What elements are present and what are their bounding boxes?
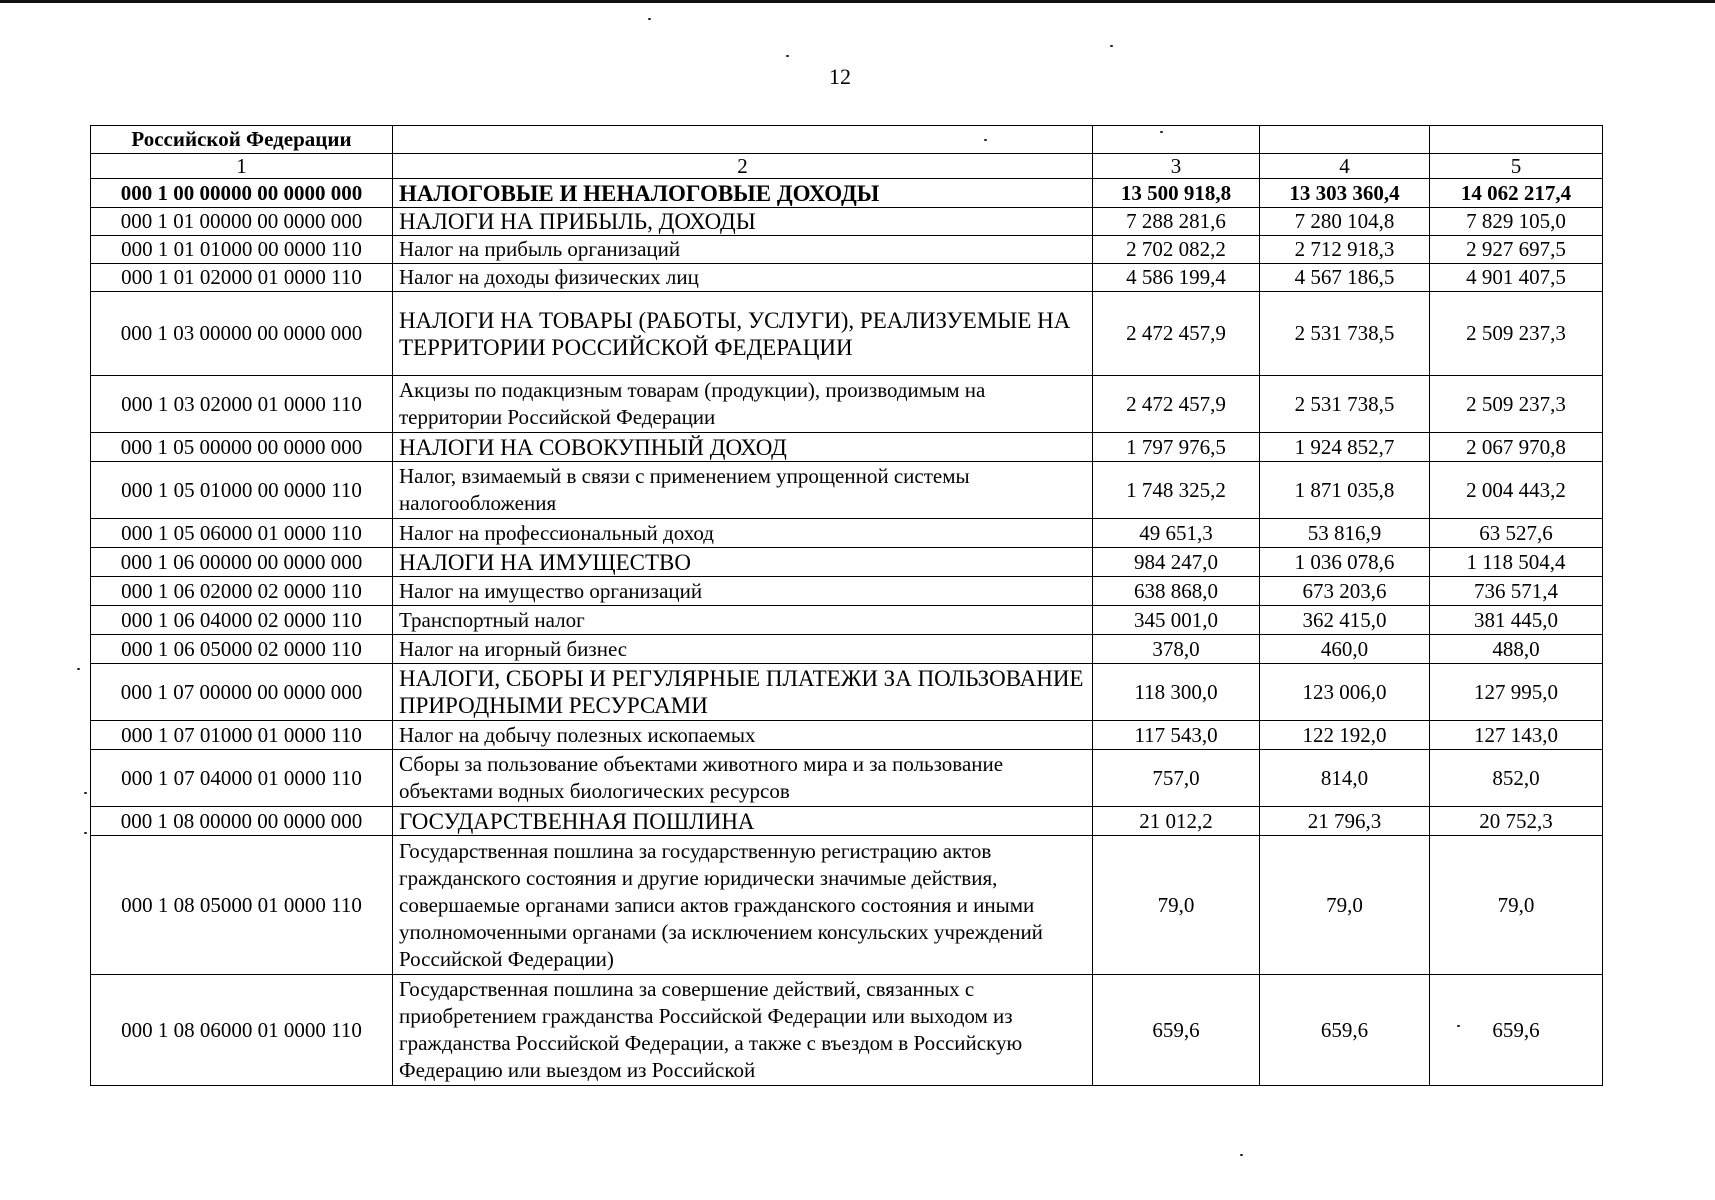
revenue-name: Государственная пошлина за государственную регистрацию актов гражданского состояния и другие юридически значимые действия, совершаемые органами записи актов гражданского состояния и иными уполномоченными органами (за исключением консульских учреждений Российской Федерации) bbox=[393, 836, 1093, 975]
table-header-caption-row bbox=[91, 126, 1603, 154]
budget-code: 000 1 08 05000 01 0000 110 bbox=[91, 836, 393, 975]
budget-code: 000 1 07 04000 01 0000 110 bbox=[91, 750, 393, 807]
value-col3: 117 543,0 bbox=[1093, 721, 1260, 750]
budget-code: 000 1 07 01000 01 0000 110 bbox=[91, 721, 393, 750]
value-col3: 378,0 bbox=[1093, 635, 1260, 664]
value-col4: 1 036 078,6 bbox=[1260, 548, 1430, 577]
revenue-name: НАЛОГИ, СБОРЫ И РЕГУЛЯРНЫЕ ПЛАТЕЖИ ЗА ПОЛЬЗОВАНИЕ ПРИРОДНЫМИ РЕСУРСАМИ bbox=[393, 664, 1093, 721]
table-row bbox=[91, 376, 1603, 433]
value-col5: 127 995,0 bbox=[1430, 664, 1603, 721]
budget-code: 000 1 01 00000 00 0000 000 bbox=[91, 208, 393, 236]
revenue-name: Государственная пошлина за совершение действий, связанных с приобретением гражданства Российской Федерации или выходом из гражданства Российской Федерации, а также с въездом в Российскую Федерацию или выездом из Российской bbox=[393, 975, 1093, 1086]
value-col3: 2 472 457,9 bbox=[1093, 292, 1260, 376]
value-col4: 1 871 035,8 bbox=[1260, 462, 1430, 519]
value-col3: 7 288 281,6 bbox=[1093, 208, 1260, 236]
value-col4: 460,0 bbox=[1260, 635, 1430, 664]
value-col3: 49 651,3 bbox=[1093, 519, 1260, 548]
budget-code: 000 1 08 00000 00 0000 000 bbox=[91, 807, 393, 836]
table-row bbox=[91, 179, 1603, 208]
table-row bbox=[91, 548, 1603, 577]
value-col5: 659,6 bbox=[1430, 975, 1603, 1086]
table-row bbox=[91, 721, 1603, 750]
column-number: 3 bbox=[1093, 154, 1260, 179]
table-row bbox=[91, 975, 1603, 1086]
header-empty-cell bbox=[1093, 126, 1260, 154]
budget-code: 000 1 05 06000 01 0000 110 bbox=[91, 519, 393, 548]
value-col4: 122 192,0 bbox=[1260, 721, 1430, 750]
value-col5: 2 509 237,3 bbox=[1430, 292, 1603, 376]
value-col4: 362 415,0 bbox=[1260, 606, 1430, 635]
table-row bbox=[91, 807, 1603, 836]
table-row bbox=[91, 635, 1603, 664]
value-col5: 1 118 504,4 bbox=[1430, 548, 1603, 577]
table-row bbox=[91, 519, 1603, 548]
budget-code: 000 1 00 00000 00 0000 000 bbox=[91, 179, 393, 208]
value-col4: 4 567 186,5 bbox=[1260, 264, 1430, 292]
value-col3: 13 500 918,8 bbox=[1093, 179, 1260, 208]
column-number: 5 bbox=[1430, 154, 1603, 179]
scan-speck bbox=[77, 668, 80, 670]
revenue-name: НАЛОГИ НА ИМУЩЕСТВО bbox=[393, 548, 1093, 577]
table-row bbox=[91, 750, 1603, 807]
value-col3: 757,0 bbox=[1093, 750, 1260, 807]
value-col5: 20 752,3 bbox=[1430, 807, 1603, 836]
column-number-row bbox=[91, 154, 1603, 179]
revenue-name: Транспортный налог bbox=[393, 606, 1093, 635]
table-row bbox=[91, 292, 1603, 376]
value-col3: 118 300,0 bbox=[1093, 664, 1260, 721]
value-col5: 2 927 697,5 bbox=[1430, 236, 1603, 264]
value-col3: 659,6 bbox=[1093, 975, 1260, 1086]
value-col4: 13 303 360,4 bbox=[1260, 179, 1430, 208]
revenue-table bbox=[90, 125, 1603, 1086]
value-col4: 2 712 918,3 bbox=[1260, 236, 1430, 264]
header-empty-cell bbox=[393, 126, 1093, 154]
revenue-name: Сборы за пользование объектами животного мира и за пользование объектами водных биологических ресурсов bbox=[393, 750, 1093, 807]
revenue-name: Налог на доходы физических лиц bbox=[393, 264, 1093, 292]
table-row bbox=[91, 606, 1603, 635]
scan-speck bbox=[84, 792, 87, 794]
table-row bbox=[91, 264, 1603, 292]
budget-code: 000 1 06 04000 02 0000 110 bbox=[91, 606, 393, 635]
revenue-name: НАЛОГИ НА СОВОКУПНЫЙ ДОХОД bbox=[393, 433, 1093, 462]
value-col4: 2 531 738,5 bbox=[1260, 292, 1430, 376]
value-col5: 79,0 bbox=[1430, 836, 1603, 975]
value-col4: 123 006,0 bbox=[1260, 664, 1430, 721]
value-col3: 2 472 457,9 bbox=[1093, 376, 1260, 433]
revenue-name: Налог на профессиональный доход bbox=[393, 519, 1093, 548]
table-row bbox=[91, 433, 1603, 462]
budget-code: 000 1 05 00000 00 0000 000 bbox=[91, 433, 393, 462]
table-row bbox=[91, 462, 1603, 519]
table-row bbox=[91, 664, 1603, 721]
budget-code: 000 1 03 02000 01 0000 110 bbox=[91, 376, 393, 433]
value-col5: 381 445,0 bbox=[1430, 606, 1603, 635]
value-col4: 53 816,9 bbox=[1260, 519, 1430, 548]
budget-code: 000 1 01 02000 01 0000 110 bbox=[91, 264, 393, 292]
table-row bbox=[91, 577, 1603, 606]
code-column-caption: Российской Федерации bbox=[91, 126, 393, 154]
value-col4: 659,6 bbox=[1260, 975, 1430, 1086]
value-col3: 1 748 325,2 bbox=[1093, 462, 1260, 519]
budget-code: 000 1 01 01000 00 0000 110 bbox=[91, 236, 393, 264]
value-col3: 1 797 976,5 bbox=[1093, 433, 1260, 462]
value-col4: 814,0 bbox=[1260, 750, 1430, 807]
scan-speck bbox=[84, 832, 87, 834]
value-col4: 79,0 bbox=[1260, 836, 1430, 975]
revenue-name: ГОСУДАРСТВЕННАЯ ПОШЛИНА bbox=[393, 807, 1093, 836]
value-col5: 2 067 970,8 bbox=[1430, 433, 1603, 462]
scan-speck bbox=[648, 18, 651, 20]
header-empty-cell bbox=[1430, 126, 1603, 154]
budget-code: 000 1 08 06000 01 0000 110 bbox=[91, 975, 393, 1086]
table-row bbox=[91, 236, 1603, 264]
value-col3: 21 012,2 bbox=[1093, 807, 1260, 836]
value-col5: 2 509 237,3 bbox=[1430, 376, 1603, 433]
budget-code: 000 1 06 05000 02 0000 110 bbox=[91, 635, 393, 664]
revenue-name: НАЛОГИ НА ПРИБЫЛЬ, ДОХОДЫ bbox=[393, 208, 1093, 236]
table-row bbox=[91, 836, 1603, 975]
revenue-name: НАЛОГОВЫЕ И НЕНАЛОГОВЫЕ ДОХОДЫ bbox=[393, 179, 1093, 208]
value-col5: 852,0 bbox=[1430, 750, 1603, 807]
value-col3: 79,0 bbox=[1093, 836, 1260, 975]
revenue-name: Акцизы по подакцизным товарам (продукции), производимым на территории Российской Федерации bbox=[393, 376, 1093, 433]
value-col4: 673 203,6 bbox=[1260, 577, 1430, 606]
value-col3: 345 001,0 bbox=[1093, 606, 1260, 635]
scan-speck bbox=[1110, 45, 1113, 47]
value-col5: 127 143,0 bbox=[1430, 721, 1603, 750]
value-col5: 736 571,4 bbox=[1430, 577, 1603, 606]
value-col3: 4 586 199,4 bbox=[1093, 264, 1260, 292]
value-col5: 2 004 443,2 bbox=[1430, 462, 1603, 519]
column-number: 2 bbox=[393, 154, 1093, 179]
value-col4: 1 924 852,7 bbox=[1260, 433, 1430, 462]
value-col4: 21 796,3 bbox=[1260, 807, 1430, 836]
budget-code: 000 1 03 00000 00 0000 000 bbox=[91, 292, 393, 376]
value-col4: 2 531 738,5 bbox=[1260, 376, 1430, 433]
budget-code: 000 1 06 02000 02 0000 110 bbox=[91, 577, 393, 606]
revenue-name: Налог на прибыль организаций bbox=[393, 236, 1093, 264]
page-number: 12 bbox=[829, 64, 851, 89]
column-number: 1 bbox=[91, 154, 393, 179]
value-col5: 4 901 407,5 bbox=[1430, 264, 1603, 292]
value-col5: 14 062 217,4 bbox=[1430, 179, 1603, 208]
revenue-name: Налог на игорный бизнес bbox=[393, 635, 1093, 664]
table-row bbox=[91, 208, 1603, 236]
budget-code: 000 1 07 00000 00 0000 000 bbox=[91, 664, 393, 721]
page-top-rule bbox=[0, 0, 1715, 3]
header-empty-cell bbox=[1260, 126, 1430, 154]
budget-code: 000 1 06 00000 00 0000 000 bbox=[91, 548, 393, 577]
value-col3: 2 702 082,2 bbox=[1093, 236, 1260, 264]
column-number: 4 bbox=[1260, 154, 1430, 179]
value-col4: 7 280 104,8 bbox=[1260, 208, 1430, 236]
budget-code: 000 1 05 01000 00 0000 110 bbox=[91, 462, 393, 519]
scan-speck bbox=[1240, 1154, 1243, 1156]
value-col5: 7 829 105,0 bbox=[1430, 208, 1603, 236]
value-col3: 638 868,0 bbox=[1093, 577, 1260, 606]
revenue-name: НАЛОГИ НА ТОВАРЫ (РАБОТЫ, УСЛУГИ), РЕАЛИЗУЕМЫЕ НА ТЕРРИТОРИИ РОССИЙСКОЙ ФЕДЕРАЦИИ bbox=[393, 292, 1093, 376]
revenue-name: Налог на имущество организаций bbox=[393, 577, 1093, 606]
value-col3: 984 247,0 bbox=[1093, 548, 1260, 577]
value-col5: 63 527,6 bbox=[1430, 519, 1603, 548]
revenue-name: Налог на добычу полезных ископаемых bbox=[393, 721, 1093, 750]
scan-speck bbox=[786, 55, 789, 57]
value-col5: 488,0 bbox=[1430, 635, 1603, 664]
revenue-name: Налог, взимаемый в связи с применением упрощенной системы налогообложения bbox=[393, 462, 1093, 519]
